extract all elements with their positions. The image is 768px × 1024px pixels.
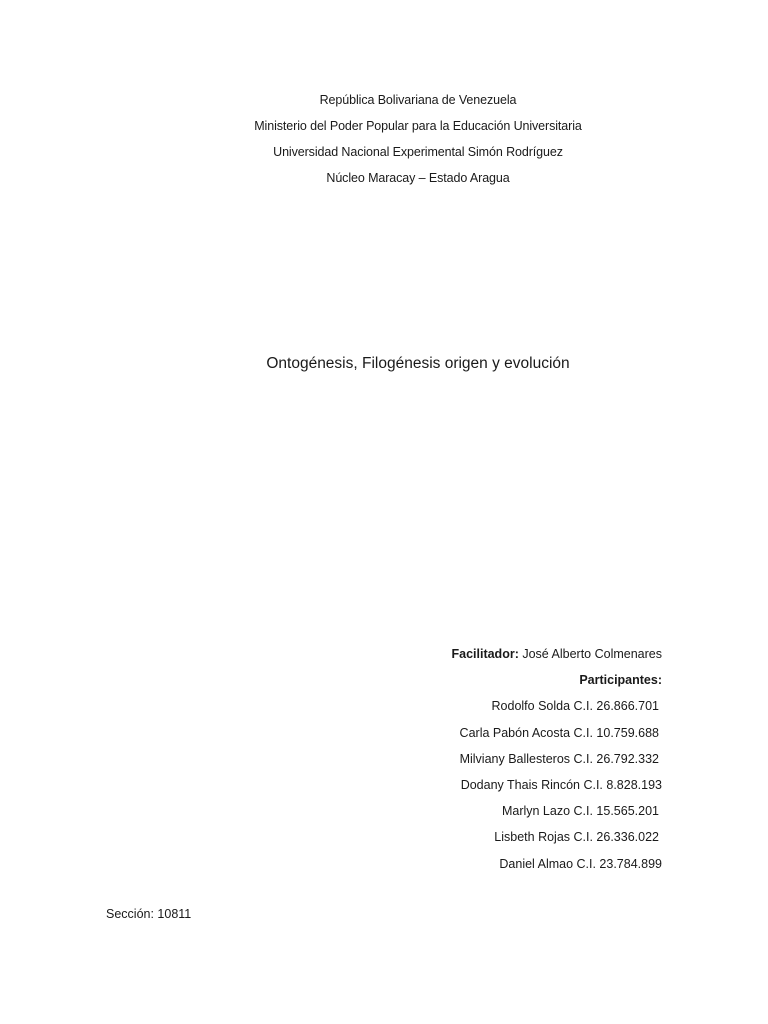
participantes-label: Participantes: [579, 673, 662, 688]
header-line-nucleo: Núcleo Maracay – Estado Aragua [326, 171, 510, 185]
header-line-university: Universidad Nacional Experimental Simón Rodríguez [273, 145, 563, 159]
participant-item: Milviany Ballesteros C.I. 26.792.332 [459, 751, 659, 766]
participant-item: Daniel Almao C.I. 23.784.899 [499, 856, 662, 871]
document-title: Ontogénesis, Filogénesis origen y evolución [266, 355, 570, 372]
facilitador-row [451, 644, 662, 670]
participant-item: Carla Pabón Acosta C.I. 10.759.688 [459, 725, 659, 740]
header-line-country: República Bolivariana de Venezuela [319, 93, 517, 107]
participantes-heading-row [451, 670, 662, 696]
participant-item: Marlyn Lazo C.I. 15.565.201 [501, 804, 659, 819]
header-line-ministry: Ministerio del Poder Popular para la Educación Universitaria [254, 119, 582, 133]
seccion-label: Sección: 10811 [106, 907, 192, 921]
institution-header [0, 90, 768, 194]
participants-list [451, 696, 662, 879]
facilitador-name: José Alberto Colmenares [522, 647, 662, 661]
facilitador-label: Facilitador: [451, 647, 519, 661]
participant-item: Dodany Thais Rincón C.I. 8.828.193 [460, 777, 662, 792]
participant-item: Lisbeth Rojas C.I. 26.336.022 [494, 830, 659, 845]
participant-item: Rodolfo Solda C.I. 26.866.701 [491, 699, 659, 714]
credits-block [451, 644, 662, 880]
